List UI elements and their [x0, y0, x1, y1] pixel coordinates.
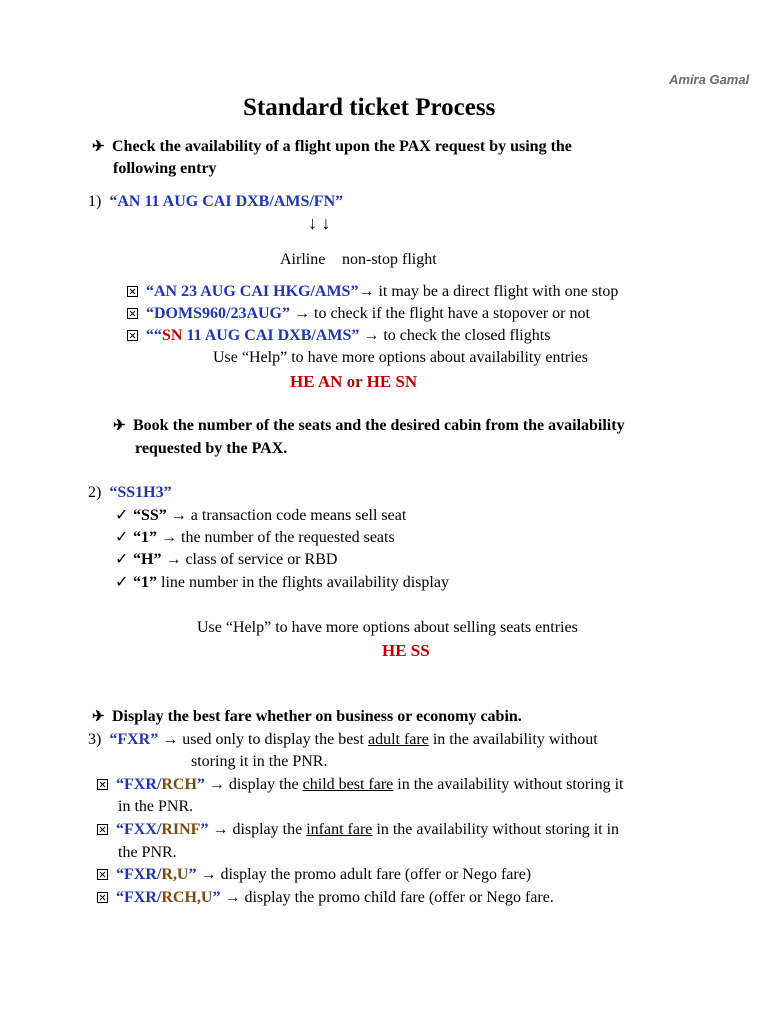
checkbox-icon [97, 869, 108, 880]
section2-heading: ✈ Book the number of the seats and the desired cabin from the availability [113, 417, 625, 434]
arrows-down: ↓ ↓ [308, 213, 331, 233]
list-item-cont: the PNR. [118, 844, 177, 861]
checkbox-icon [97, 824, 108, 835]
page-title: Standard ticket Process [243, 94, 496, 121]
entry-1: 1) “AN 11 AUG CAI DXB/AMS/FN” [88, 193, 344, 210]
help-note: Use “Help” to have more options about selling seats entries [197, 619, 578, 636]
checkmark-icon: ✓ [115, 507, 129, 524]
list-item-cont: in the PNR. [118, 798, 194, 815]
label-airline: Airline [280, 251, 326, 268]
checkbox-icon [127, 286, 138, 297]
checkmark-icon: ✓ [115, 574, 129, 591]
help-command: HE SS [382, 641, 430, 660]
list-item: ““SN 11 AUG CAI DXB/AMS” → to check the closed flights [127, 326, 550, 346]
check-item: ✓ “SS” → a transaction code means sell seat [115, 507, 407, 524]
check-item: ✓ “1” → the number of the requested seats [115, 529, 395, 546]
author-name: Amira Gamal [669, 72, 750, 87]
label-nonstop: non-stop flight [342, 251, 437, 268]
check-item: ✓ “H” → class of service or RBD [115, 551, 338, 568]
help-command: HE AN or HE SN [290, 372, 418, 391]
help-note: Use “Help” to have more options about availability entries [213, 349, 588, 366]
checkbox-icon [127, 308, 138, 319]
section1-heading-cont: following entry [113, 160, 217, 177]
list-item: “AN 23 AUG CAI HKG/AMS”→ it may be a direct flight with one stop [127, 282, 618, 302]
list-item: “FXR/RCH” → display the child best fare in the availability without storing it [97, 775, 623, 795]
list-item: “FXX/RINF” → display the infant fare in the availability without storing it in [97, 820, 619, 840]
airplane-icon: ✈ [92, 709, 105, 725]
section3-heading: ✈ Display the best fare whether on business or economy cabin. [92, 708, 522, 725]
entry-3-cont: storing it in the PNR. [191, 753, 328, 770]
entry-3: 3) “FXR” → used only to display the best adult fare in the availability without [88, 731, 598, 748]
entry-2: 2) “SS1H3” [88, 484, 172, 501]
list-item: “DOMS960/23AUG” → to check if the flight have a stopover or not [127, 304, 590, 324]
checkbox-icon [127, 330, 138, 341]
section1-heading: ✈ Check the availability of a flight upon the PAX request by using the [92, 138, 572, 155]
list-item: “FXR/R,U” → display the promo adult fare (offer or Nego fare) [97, 865, 531, 885]
checkbox-icon [97, 892, 108, 903]
checkmark-icon: ✓ [115, 529, 129, 546]
check-item: ✓ “1” line number in the flights availability display [115, 574, 449, 591]
checkbox-icon [97, 779, 108, 790]
section2-heading-cont: requested by the PAX. [135, 440, 288, 457]
list-item: “FXR/RCH,U” → display the promo child fare (offer or Nego fare. [97, 888, 554, 908]
checkmark-icon: ✓ [115, 551, 129, 568]
airplane-icon: ✈ [113, 418, 126, 434]
airplane-icon: ✈ [92, 139, 105, 155]
